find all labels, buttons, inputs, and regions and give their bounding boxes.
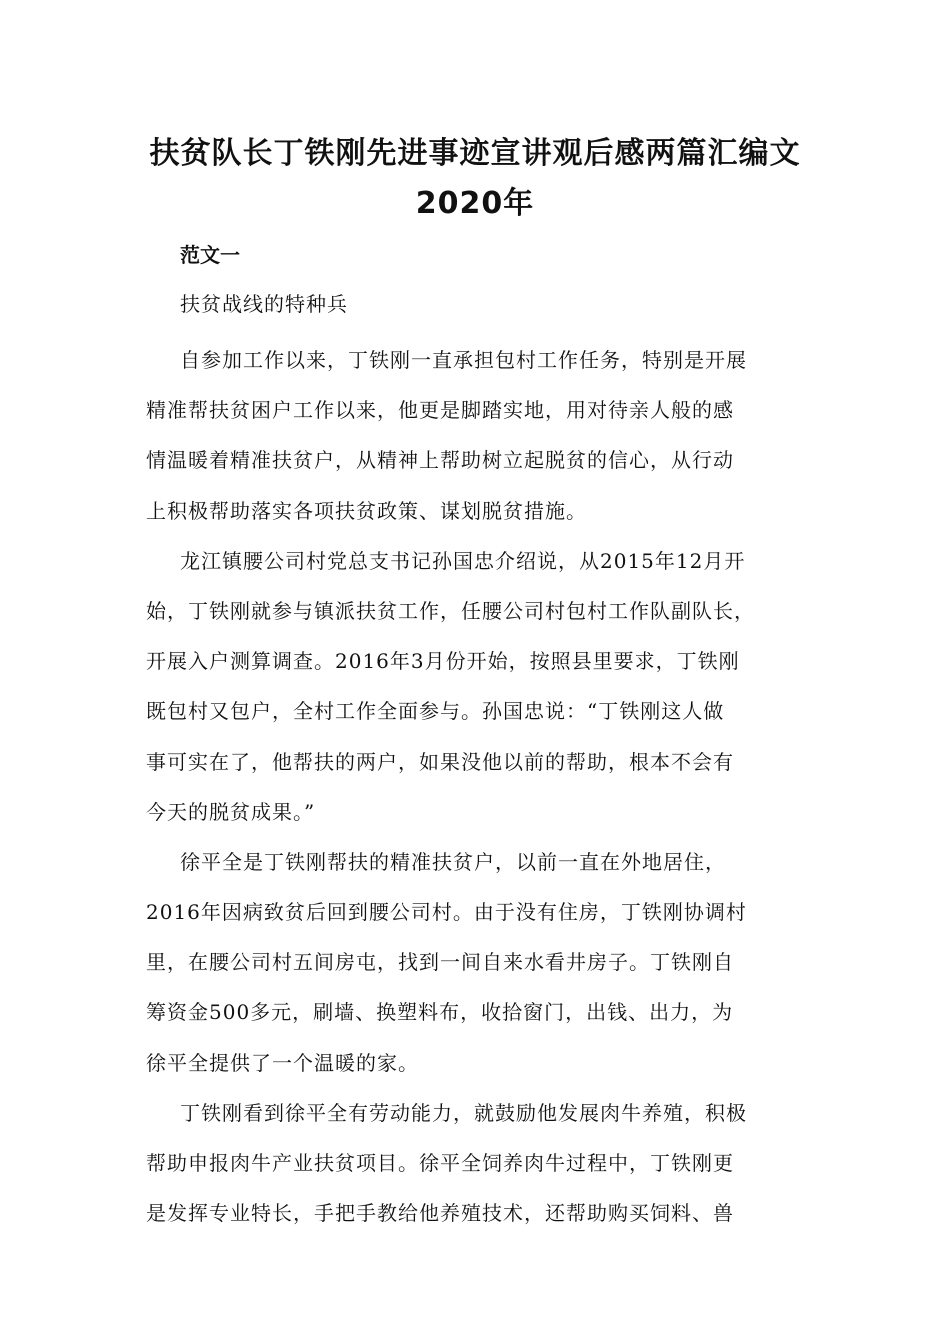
body-line: 自参加工作以来，丁铁刚一直承担包村工作任务，特别是开展 <box>180 348 747 372</box>
document-title-line2: 2020年 <box>415 186 535 221</box>
body-line: 徐平全是丁铁刚帮扶的精准扶贫户，以前一直在外地居住， <box>180 849 726 874</box>
body-line: 2016年因病致贫后回到腰公司村。由于没有住房，丁铁刚协调村 <box>146 900 747 925</box>
body-line: 帮助申报肉牛产业扶贫项目。徐平全饲养肉牛过程中，丁铁刚更 <box>146 1151 734 1175</box>
body-line: 情温暖着精准扶贫户，从精神上帮助树立起脱贫的信心，从行动 <box>146 448 734 473</box>
body-line: 既包村又包户，全村工作全面参与。孙国忠说：“丁铁刚这人做 <box>146 699 725 724</box>
body-line: 是发挥专业特长，手把手教给他养殖技术，还帮助购买饲料、兽 <box>146 1201 734 1226</box>
body-line: 徐平全提供了一个温暖的家。 <box>146 1050 419 1075</box>
document-title-line1: 扶贫队长丁铁刚先进事迹宣讲观后感两篇汇编文 <box>149 136 801 171</box>
body-line: 始，丁铁刚就参与镇派扶贫工作，任腰公司村包村工作队副队长， <box>146 598 755 623</box>
article-title: 扶贫战线的特种兵 <box>180 292 348 316</box>
body-line: 筹资金500多元，刷墙、换塑料布，收拾窗门，出钱、出力，为 <box>146 1000 734 1025</box>
article-body <box>146 335 806 1238</box>
body-line: 丁铁刚看到徐平全有劳动能力，就鼓励他发展肉牛养殖，积极 <box>180 1100 747 1125</box>
section-heading: 范文一 <box>180 243 240 267</box>
body-line: 今天的脱贫成果。” <box>146 799 316 824</box>
body-line: 龙江镇腰公司村党总支书记孙国忠介绍说，从2015年12月开 <box>180 548 746 573</box>
body-line: 精准帮扶贫困户工作以来，他更是脚踏实地，用对待亲人般的感 <box>146 398 734 423</box>
body-line: 事可实在了，他帮扶的两户，如果没他以前的帮助，根本不会有 <box>146 749 734 774</box>
body-line: 上积极帮助落实各项扶贫政策、谋划脱贫措施。 <box>146 498 587 523</box>
body-line: 开展入户测算调查。2016年3月份开始，按照县里要求，丁铁刚 <box>146 649 740 674</box>
body-line: 里，在腰公司村五间房屯，找到一间自来水看井房子。丁铁刚自 <box>146 950 734 975</box>
